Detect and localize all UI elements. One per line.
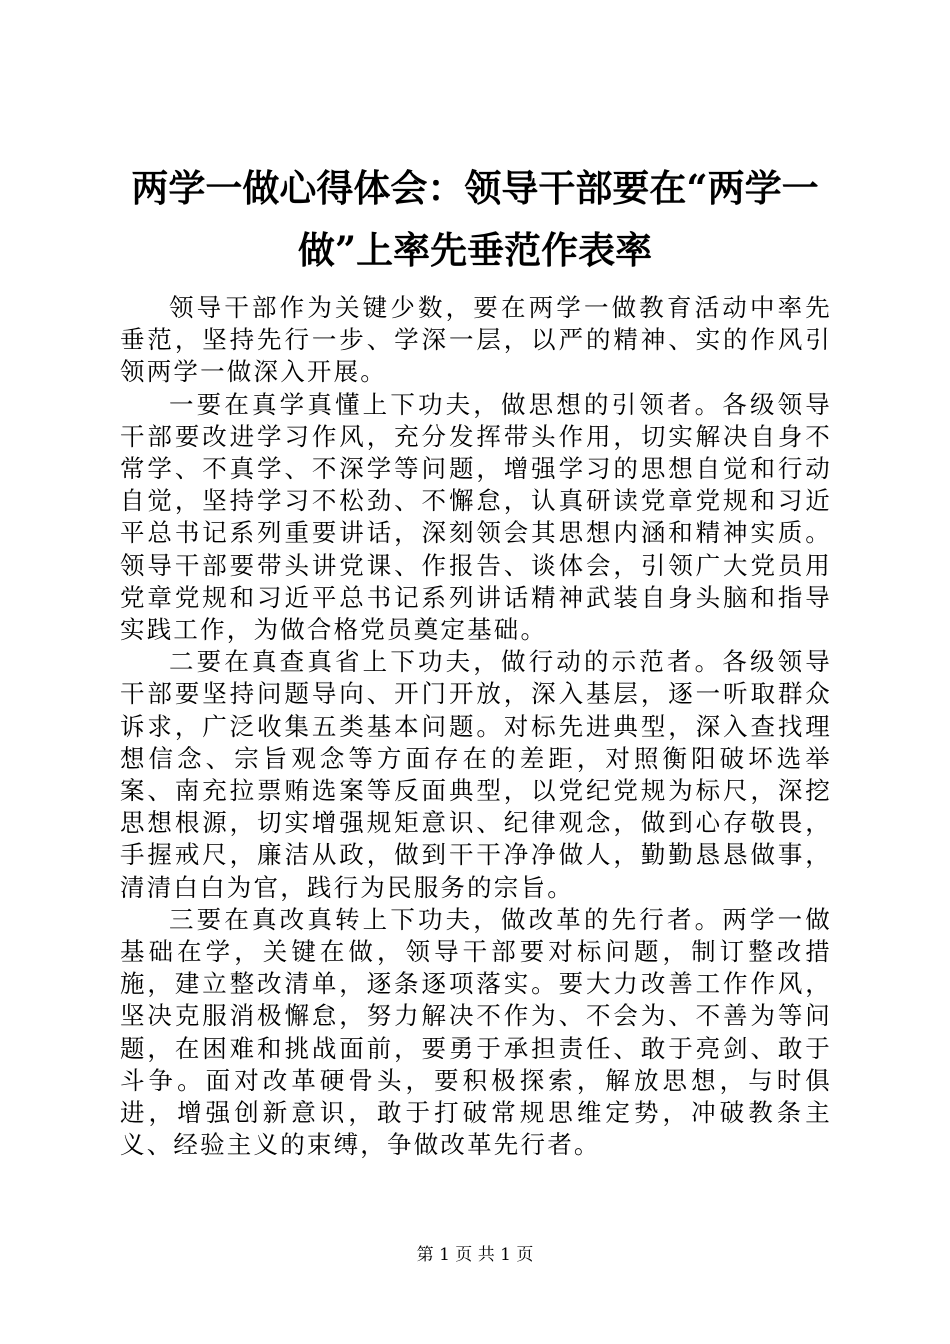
document-body [120,292,832,1161]
paragraph-point-one: 一要在真学真懂上下功夫，做思想的引领者。各级领导干部要改进学习作风，充分发挥带头作用，切实解决自身不常学、不真学、不深学等问题，增强学习的思想自觉和行动自觉，坚持学习不松劲、不懈怠，认真研读党章党规和习近平总书记系列重要讲话，深刻领会其思想内涵和精神实质。领导干部要带头讲党课、作报告、谈体会，引领广大党员用党章党规和习近平总书记系列讲话精神武装自身头脑和指导实践工作，为做合格党员奠定基础。 [120,389,832,645]
paragraph-intro: 领导干部作为关键少数，要在两学一做教育活动中率先垂范，坚持先行一步、学深一层，以严的精神、实的作风引领两学一做深入开展。 [120,293,832,387]
document-title: 两学一做心得体会：领导干部要在“两学一做”上率先垂范作表率 [131,166,819,272]
paragraph-point-two: 二要在真查真省上下功夫，做行动的示范者。各级领导干部要坚持问题导向、开门开放，深入基层，逐一听取群众诉求，广泛收集五类基本问题。对标先进典型，深入查找理想信念、宗旨观念等方面存在的差距，对照衡阳破坏选举案、南充拉票贿选案等反面典型，以党纪党规为标尺，深挖思想根源，切实增强规矩意识、纪律观念，做到心存敬畏，手握戒尺，廉洁从政，做到干干净净做人，勤勤恳恳做事，清清白白为官，践行为民服务的宗旨。 [120,647,832,902]
page-footer: 第 1 页 共 1 页 [416,1245,534,1265]
paragraph-point-three: 三要在真改真转上下功夫，做改革的先行者。两学一做基础在学，关键在做，领导干部要对标问题，制订整改措施，建立整改清单，逐条逐项落实。要大力改善工作作风，坚决克服消极懈怠，努力解决不作为、不会为、不善为等问题，在困难和挑战面前，要勇于承担责任、敢于亮剑、敢于斗争。面对改革硬骨头，要积极探索，解放思想，与时俱进，增强创新意识，敢于打破常规思维定势，冲破教条主义、经验主义的束缚，争做改革先行者。 [120,904,832,1160]
